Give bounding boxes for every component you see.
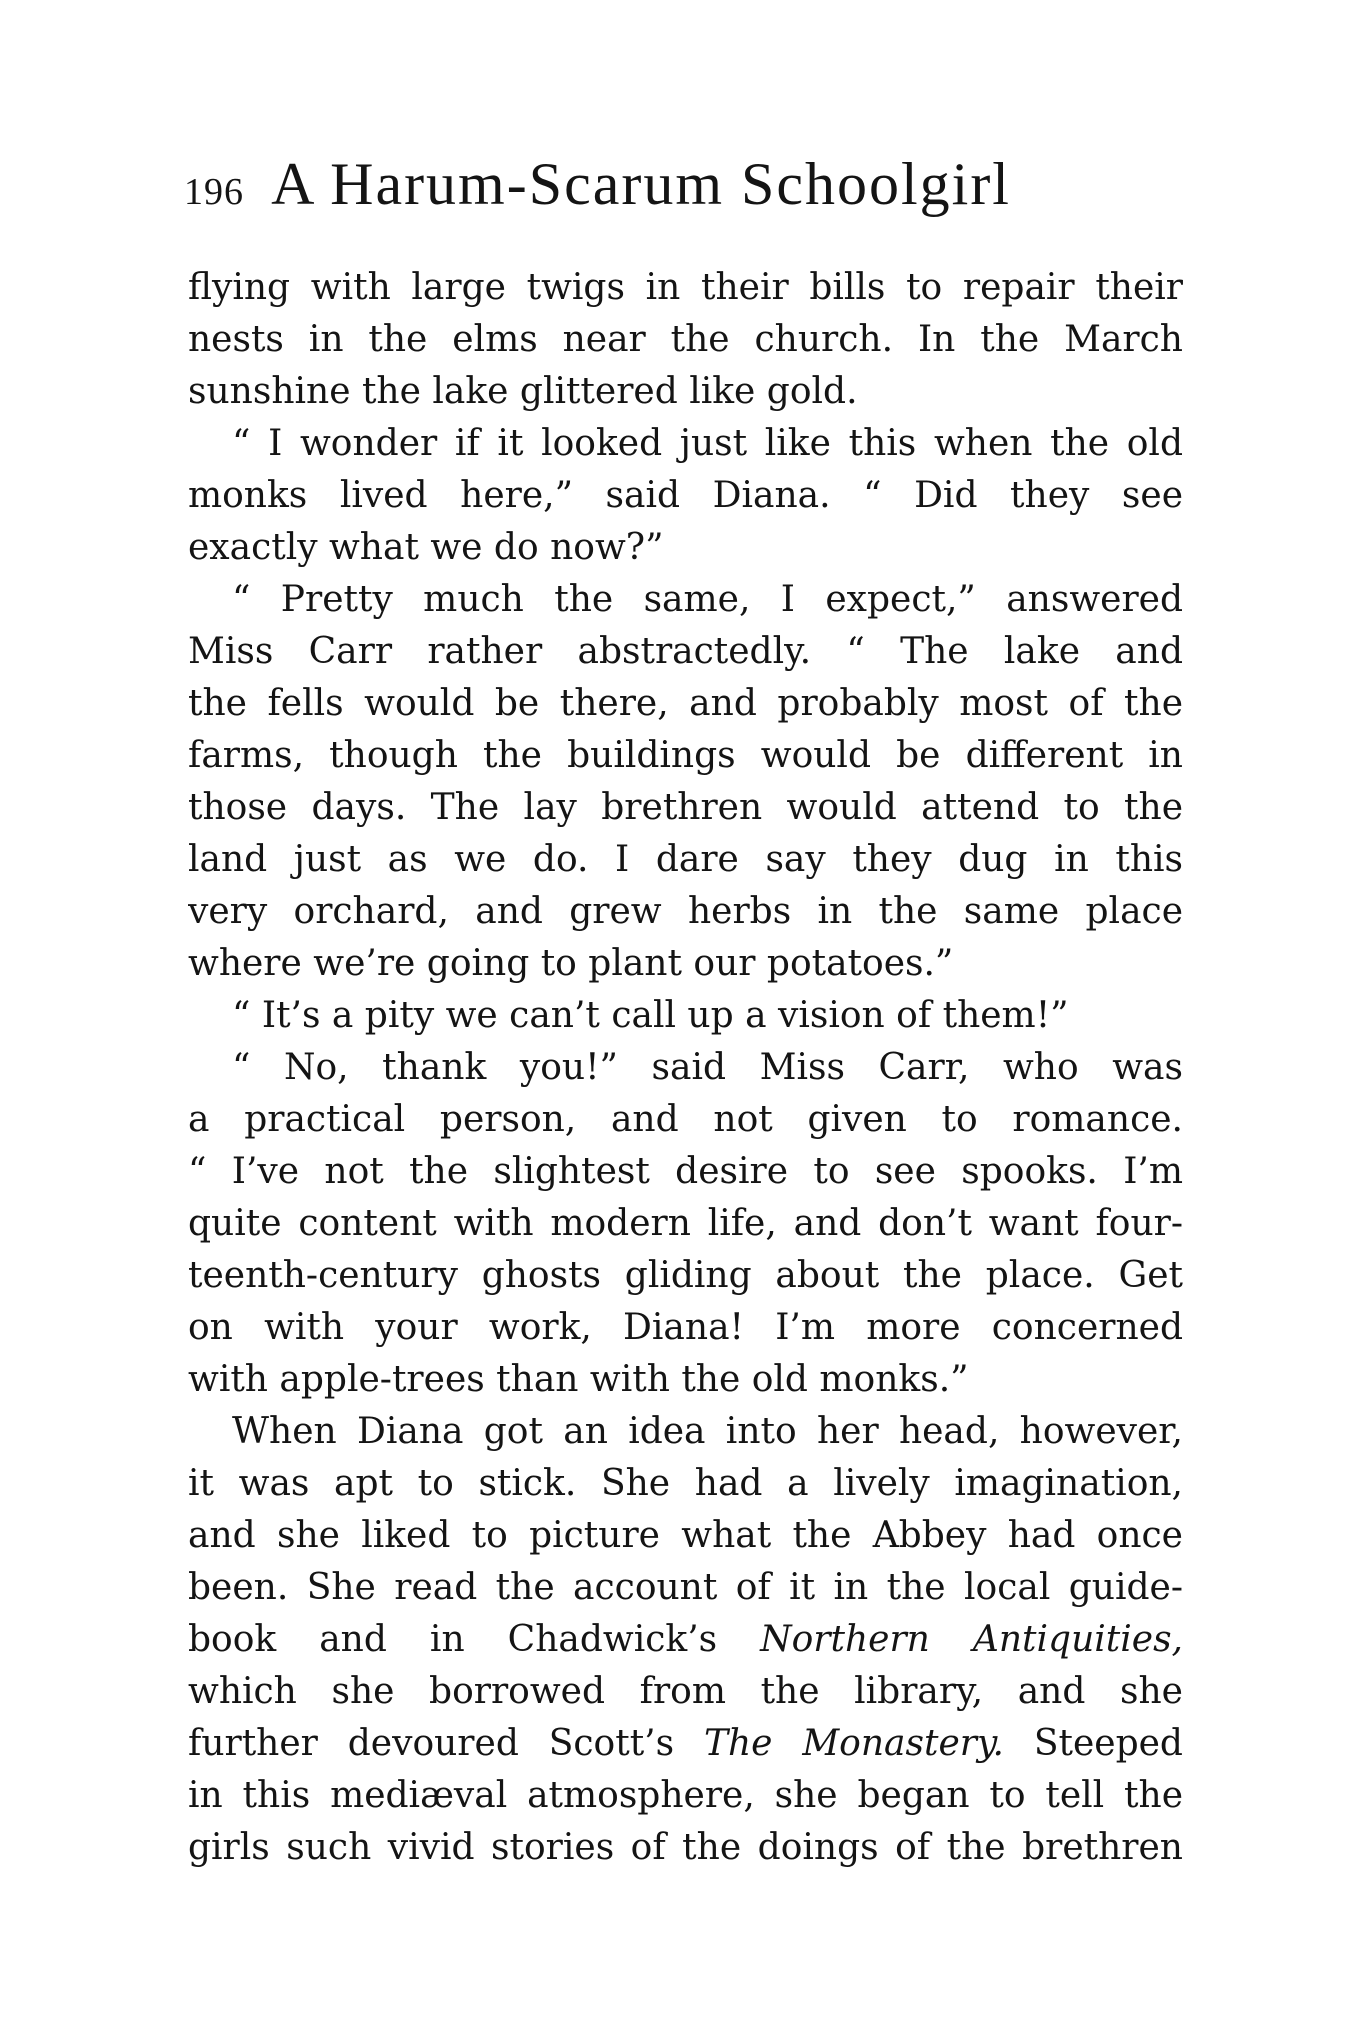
text-line: it was apt to stick. She had a lively imagination, — [188, 1463, 1183, 1504]
text-line: the fells would be there, and probably most of the — [188, 683, 1183, 724]
text-line: flying with large twigs in their bills to repair their — [188, 267, 1183, 308]
text-line: “ I’ve not the slightest desire to see spooks. I’m — [188, 1151, 1183, 1192]
text-fragment: Steeped — [1033, 1723, 1183, 1764]
text-line: girls such vivid stories of the doings of the brethren — [188, 1827, 1183, 1868]
text-line: “ I wonder if it looked just like this when the old — [232, 423, 1183, 464]
text-line: “ Pretty much the same, I expect,” answered — [232, 579, 1183, 620]
text-fragment: further devoured Scott’s — [188, 1723, 675, 1764]
running-title: A Harum-Scarum Schoolgirl — [271, 151, 1011, 217]
text-line: Miss Carr rather abstractedly. “ The lake and — [188, 631, 1183, 672]
text-line: in this mediæval atmosphere, she began to tell the — [188, 1775, 1183, 1816]
text-line: which she borrowed from the library, and she — [188, 1671, 1183, 1712]
body-text — [188, 262, 1183, 1874]
text-line: with apple-trees than with the old monks.” — [188, 1359, 969, 1400]
text-line: quite content with modern life, and don’t want four- — [188, 1203, 1183, 1244]
text-line: land just as we do. I dare say they dug in this — [188, 839, 1183, 880]
text-line: monks lived here,” said Diana. “ Did they see — [188, 475, 1183, 516]
text-line: where we’re going to plant our potatoes.” — [188, 943, 954, 984]
text-line: “ It’s a pity we can’t call up a vision of them!” — [232, 995, 1069, 1036]
text-line: farms, though the buildings would be different in — [188, 735, 1183, 776]
text-line: teenth-century ghosts gliding about the place. Get — [188, 1255, 1183, 1296]
book-title-italic: The Monastery. — [703, 1723, 1004, 1764]
page-header — [184, 150, 1184, 230]
text-line: very orchard, and grew herbs in the same place — [188, 891, 1183, 932]
text-line — [188, 1614, 1183, 1666]
text-line: those days. The lay brethren would attend to the — [188, 787, 1183, 828]
text-line: on with your work, Diana! I’m more concerned — [188, 1307, 1183, 1348]
text-line: When Diana got an idea into her head, however, — [232, 1411, 1183, 1452]
text-line: and she liked to picture what the Abbey had once — [188, 1515, 1183, 1556]
text-line: been. She read the account of it in the local guide- — [188, 1567, 1183, 1608]
page-number: 196 — [184, 171, 244, 213]
text-line: a practical person, and not given to romance. — [188, 1099, 1183, 1140]
text-line — [188, 1718, 1183, 1770]
text-line: sunshine the lake glittered like gold. — [188, 371, 858, 412]
text-line: “ No, thank you!” said Miss Carr, who was — [232, 1047, 1183, 1088]
text-line: exactly what we do now?” — [188, 527, 664, 568]
book-title-italic: Northern Antiquities, — [760, 1619, 1183, 1660]
text-fragment: book and in Chadwick’s — [188, 1619, 718, 1660]
text-line: nests in the elms near the church. In the March — [188, 319, 1183, 360]
